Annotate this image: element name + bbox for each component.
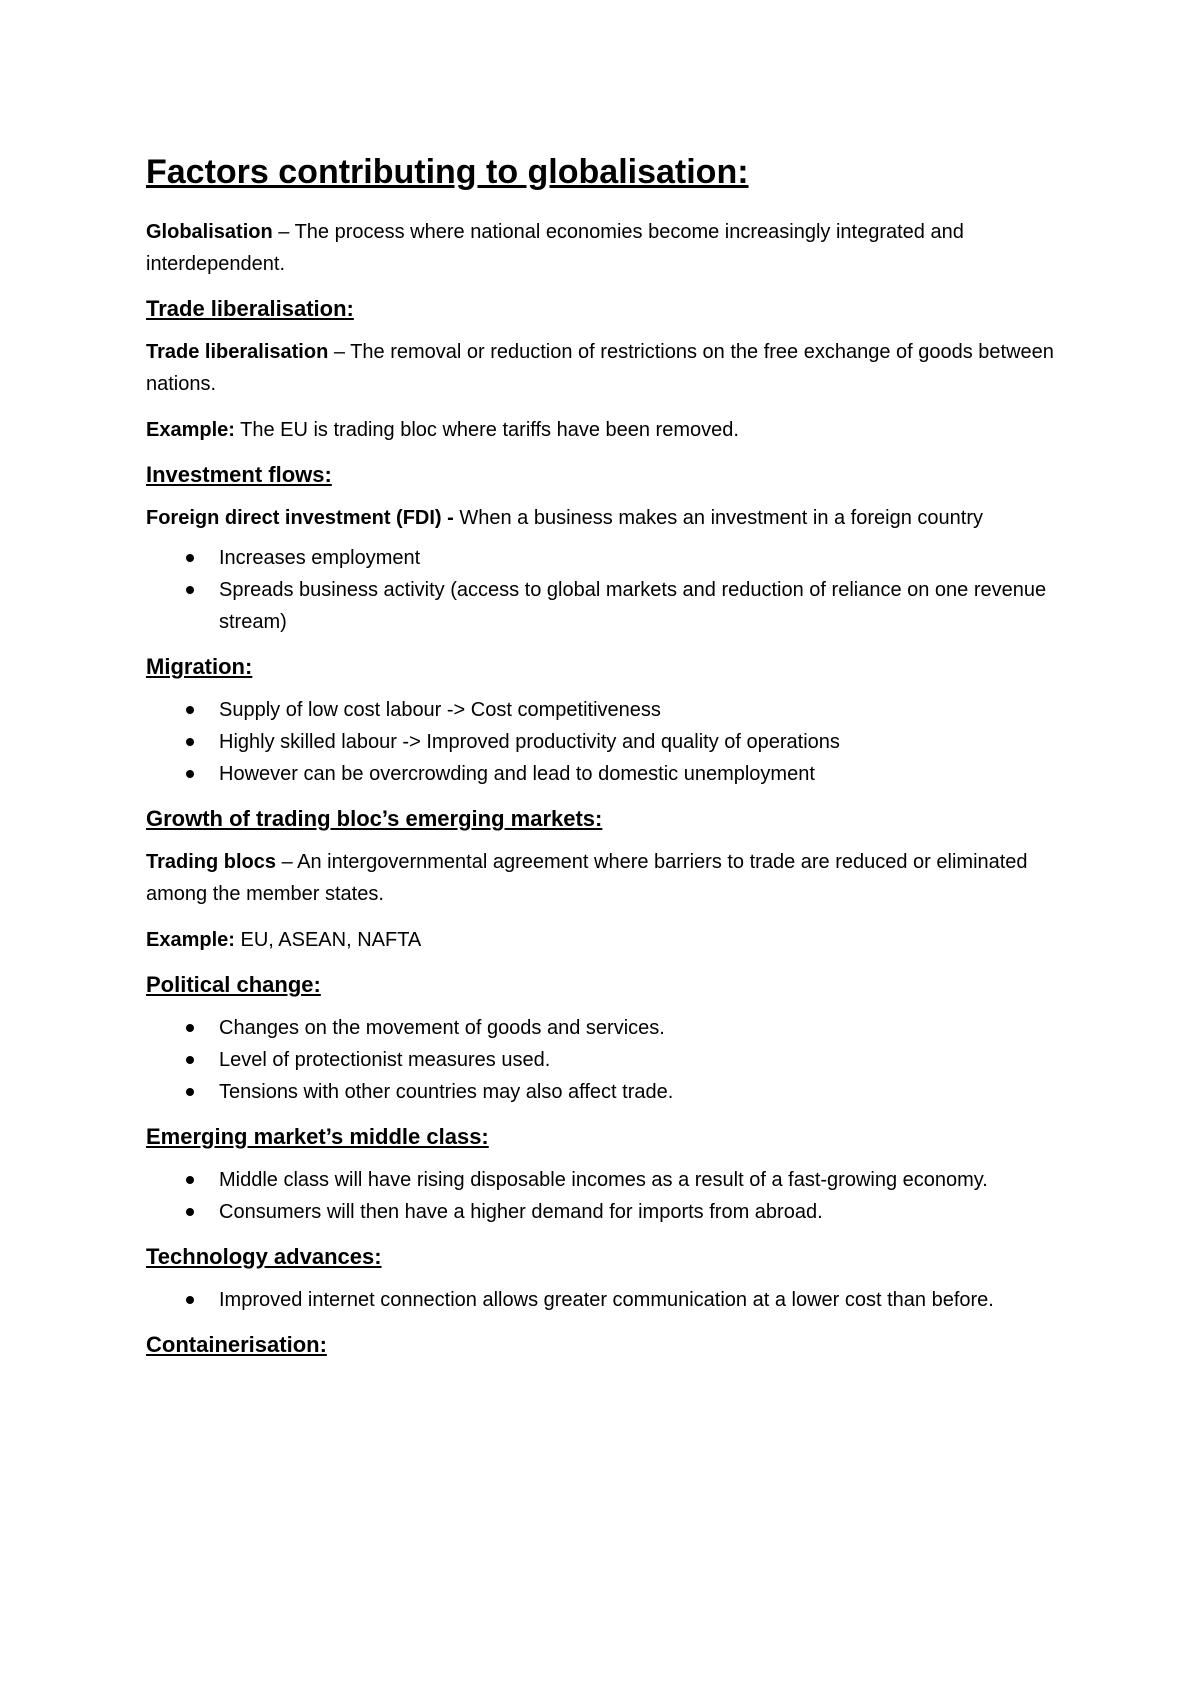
investment-flows-list bbox=[146, 542, 1066, 638]
example-label: Example: bbox=[146, 419, 235, 441]
trade-liberalisation-definition bbox=[146, 336, 1066, 400]
globalisation-text: – The process where national economies become increasingly integrated and interdependent. bbox=[146, 221, 964, 275]
trading-blocs-term: Trading blocs bbox=[146, 851, 277, 873]
heading-containerisation: Containerisation: bbox=[146, 1332, 327, 1357]
heading-middle-class: Emerging market’s middle class: bbox=[146, 1124, 489, 1149]
list-item: Increases employment bbox=[146, 542, 1066, 574]
trade-liberalisation-term: Trade liberalisation bbox=[146, 341, 329, 363]
list-item: Supply of low cost labour -> Cost competitiveness bbox=[146, 694, 1066, 726]
trading-blocs-definition bbox=[146, 846, 1066, 910]
political-change-list bbox=[146, 1012, 1066, 1108]
page-title: Factors contributing to globalisation: bbox=[146, 153, 749, 191]
migration-list bbox=[146, 694, 1066, 790]
middle-class-list bbox=[146, 1164, 1066, 1228]
trading-blocs-example bbox=[146, 924, 1066, 956]
heading-technology: Technology advances: bbox=[146, 1244, 382, 1269]
example-text: EU, ASEAN, NAFTA bbox=[234, 929, 422, 951]
list-item: Changes on the movement of goods and services. bbox=[146, 1012, 1066, 1044]
globalisation-term: Globalisation bbox=[146, 221, 273, 243]
list-item: Improved internet connection allows greater communication at a lower cost than before. bbox=[146, 1284, 1066, 1316]
heading-migration: Migration: bbox=[146, 654, 253, 679]
trade-liberalisation-example bbox=[146, 414, 1066, 446]
list-item: Level of protectionist measures used. bbox=[146, 1044, 1066, 1076]
heading-trading-blocs: Growth of trading bloc’s emerging markets: bbox=[146, 806, 603, 831]
fdi-text: When a business makes an investment in a foreign country bbox=[453, 507, 983, 529]
globalisation-definition bbox=[146, 216, 1066, 280]
example-text: The EU is trading bloc where tariffs have been removed. bbox=[234, 419, 739, 441]
example-label: Example: bbox=[146, 929, 235, 951]
list-item: Middle class will have rising disposable incomes as a result of a fast-growing economy. bbox=[146, 1164, 1066, 1196]
trade-liberalisation-text: – The removal or reduction of restrictions on the free exchange of goods between nations. bbox=[146, 341, 1054, 395]
heading-trade-liberalisation: Trade liberalisation: bbox=[146, 296, 354, 321]
trading-blocs-text: – An intergovernmental agreement where barriers to trade are reduced or eliminated among the member states. bbox=[146, 851, 1028, 905]
list-item: Spreads business activity (access to global markets and reduction of reliance on one revenue stream) bbox=[146, 574, 1066, 638]
list-item: Consumers will then have a higher demand for imports from abroad. bbox=[146, 1196, 1066, 1228]
document-page bbox=[146, 150, 1066, 1372]
fdi-definition bbox=[146, 502, 1066, 534]
list-item: Highly skilled labour -> Improved productivity and quality of operations bbox=[146, 726, 1066, 758]
fdi-term: Foreign direct investment (FDI) - bbox=[146, 507, 454, 529]
heading-political-change: Political change: bbox=[146, 972, 321, 997]
technology-list bbox=[146, 1284, 1066, 1316]
list-item: However can be overcrowding and lead to domestic unemployment bbox=[146, 758, 1066, 790]
heading-investment-flows: Investment flows: bbox=[146, 462, 332, 487]
list-item: Tensions with other countries may also affect trade. bbox=[146, 1076, 1066, 1108]
